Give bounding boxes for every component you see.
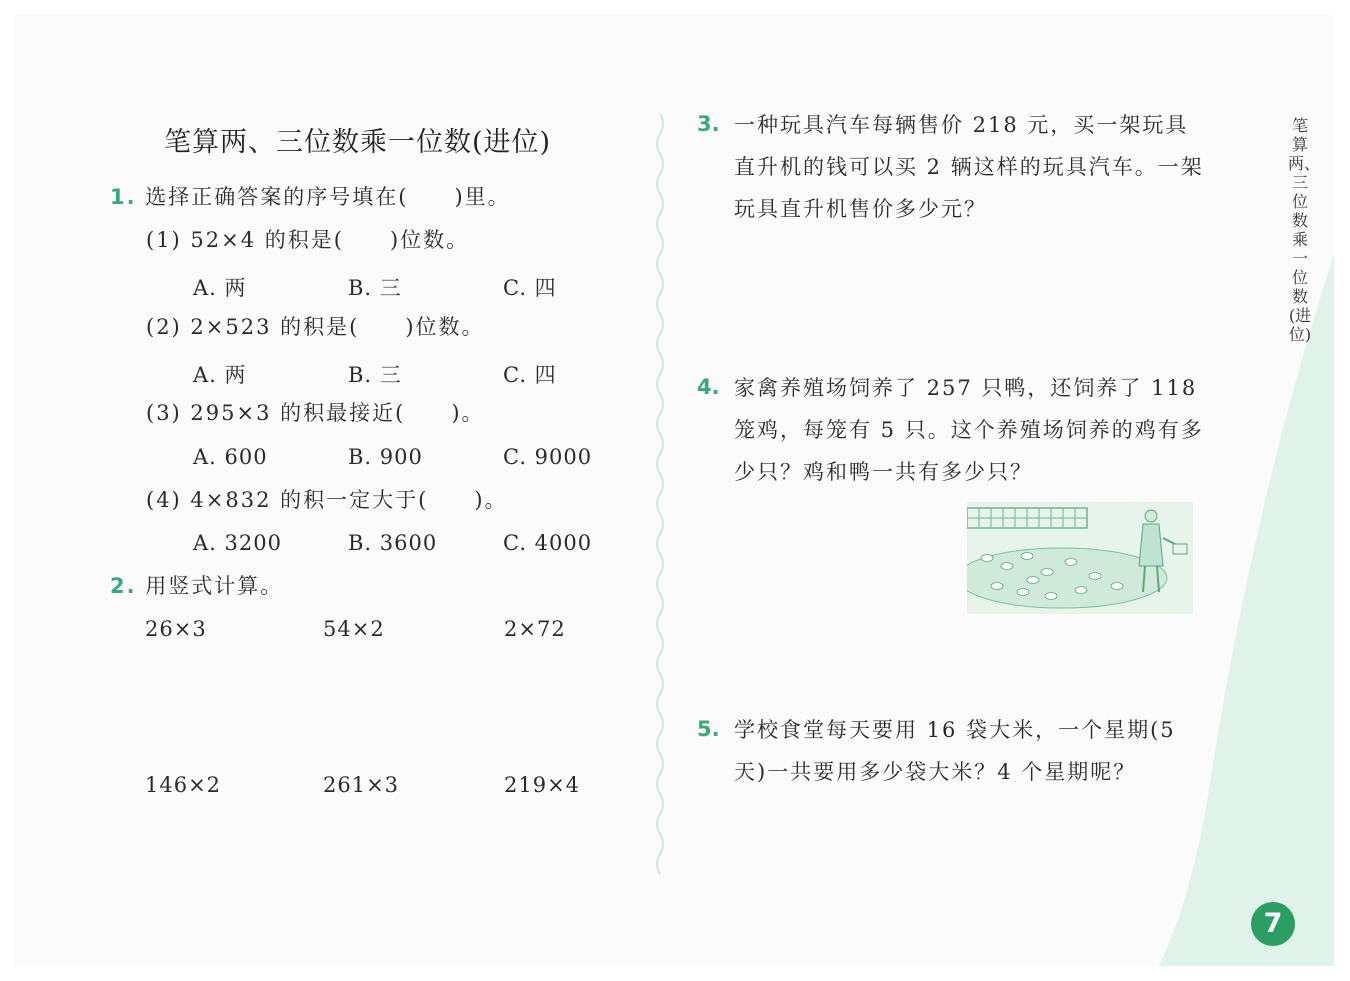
calc-item: 261×3: [323, 773, 400, 797]
page-number-badge: 7: [1251, 902, 1295, 946]
question-5-number: 5.: [697, 717, 720, 741]
q1-item-3-stem: (3) 295×3 的积最接近( )。: [146, 401, 485, 425]
question-2: [110, 565, 283, 607]
duck-farm-illustration: [967, 502, 1193, 614]
workbook-page: [14, 14, 1334, 966]
q1-item-1-option-a: A. 两: [193, 276, 247, 300]
question-1-text: 选择正确答案的序号填在( )里。: [145, 185, 511, 209]
calc-item: 146×2: [145, 773, 222, 797]
side-chapter-title: 笔算两、三位数乘一位数(进位): [1288, 116, 1321, 344]
q1-item-2-option-c: C. 四: [503, 363, 557, 387]
q1-item-4-option-c: C. 4000: [503, 531, 593, 555]
q1-item-4-option-a: A. 3200: [193, 531, 282, 555]
question-3-text: 一种玩具汽车每辆售价 218 元，买一架玩具直升机的钱可以买 2 辆这样的玩具汽车。一架玩具直升机售价多少元？: [734, 113, 1204, 221]
q1-item-1-stem: (1) 52×4 的积是( )位数。: [146, 228, 470, 252]
q1-item-3-option-c: C. 9000: [503, 445, 593, 469]
calc-item: 2×72: [504, 617, 566, 641]
question-1: [110, 176, 511, 218]
q1-item-3-option-b: B. 900: [348, 445, 423, 469]
question-3-number: 3.: [697, 112, 720, 136]
q1-item-1-option-c: C. 四: [503, 276, 557, 300]
calc-item: 219×4: [504, 773, 581, 797]
q1-item-2-option-a: A. 两: [193, 363, 247, 387]
q1-item-2-option-b: B. 三: [348, 363, 402, 387]
q1-item-4-stem: (4) 4×832 的积一定大于( )。: [146, 488, 508, 512]
q1-item-3-option-a: A. 600: [193, 445, 268, 469]
page-title: 笔算两、三位数乘一位数(进位): [164, 127, 552, 158]
question-5-text: 学校食堂每天要用 16 袋大米，一个星期(5 天)一共要用多少袋大米？4 个星期呢？: [734, 718, 1176, 784]
question-2-number: 2.: [110, 574, 137, 598]
q1-item-4-option-b: B. 3600: [348, 531, 438, 555]
question-2-text: 用竖式计算。: [145, 574, 284, 598]
question-1-number: 1.: [110, 185, 137, 209]
question-4-number: 4.: [697, 375, 720, 399]
calc-item: 26×3: [145, 617, 207, 641]
q1-item-1-option-b: B. 三: [348, 276, 402, 300]
page-divider: [657, 114, 663, 874]
question-4-text: 家禽养殖场饲养了 257 只鸭，还饲养了 118 笼鸡，每笼有 5 只。这个养殖场饲养的鸡有多少只？鸡和鸭一共有多少只？: [734, 376, 1204, 484]
calc-item: 54×2: [323, 617, 385, 641]
q1-item-2-stem: (2) 2×523 的积是( )位数。: [146, 315, 485, 339]
